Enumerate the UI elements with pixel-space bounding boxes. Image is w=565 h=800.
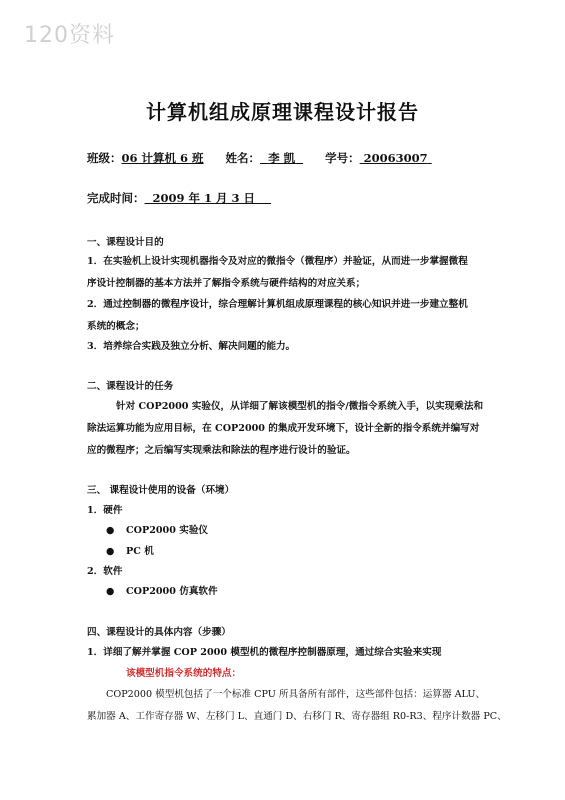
watermark: 120资料 <box>24 23 115 48</box>
list-item: ● COP2000 仿真软件 <box>106 586 218 597</box>
section1-line: 1．在实验机上设计实现机器指令及对应的微指令（微程序）并验证，从而进一步掌握微程 <box>87 256 468 267</box>
section2-line: 针对 COP2000 实验仪，从详细了解该模型机的指令/微指令系统入手，以实现乘法和 <box>116 401 484 412</box>
section1-line: 序设计控制器的基本方法并了解指令系统与硬件结构的对应关系； <box>87 278 366 289</box>
name-label: 姓名： <box>225 151 261 165</box>
section1-line: 系统的概念； <box>87 321 145 332</box>
section1-heading: 一、课程设计目的 <box>87 237 164 248</box>
section4-step1: 1．详细了解并掌握 COP 2000 模型机的微程序控制器原理，通过综合实验来实现 <box>87 647 442 658</box>
list-item: ● COP2000 实验仪 <box>106 525 209 536</box>
date-label: 完成时间： <box>87 191 145 205</box>
section1-line: 2．通过控制器的微程序设计，综合理解计算机组成原理课程的核心知识并进一步建立整机 <box>87 299 468 310</box>
id-value: 20063007 <box>363 151 428 165</box>
section4-line: 累加器 A、工作寄存器 W、左移门 L、直通门 D、右移门 R、寄存器组 R0-R3、程序计数器 PC、 <box>87 711 507 722</box>
class-label: 班级： <box>87 151 122 165</box>
bullet-icon: ● <box>106 525 115 536</box>
document-title: 计算机组成原理课程设计报告 <box>146 100 419 124</box>
section2-line: 应的微程序；之后编写实现乘法和除法的程序进行设计的验证。 <box>87 445 356 456</box>
date-value: 2009 年 1 月 3 日 <box>152 191 256 205</box>
completion-date <box>87 190 271 206</box>
hardware-label: 1．硬件 <box>87 505 123 516</box>
section4-heading: 四、课程设计的具体内容（步骤） <box>87 627 231 638</box>
bullet-icon: ● <box>106 586 115 597</box>
section4-subheading: 该模型机指令系统的特点： <box>126 668 242 679</box>
class-value: 06 计算机 6 班 <box>121 151 204 165</box>
section2-heading: 二、课程设计的任务 <box>87 381 174 392</box>
list-item: ● PC 机 <box>106 546 154 557</box>
section3-heading: 三、 课程设计使用的设备（环境） <box>87 485 235 496</box>
id-label: 学号： <box>325 151 360 165</box>
software-label: 2．软件 <box>87 566 123 577</box>
section1-line: 3．培养综合实践及独立分析、解决问题的能力。 <box>87 341 296 352</box>
student-info <box>87 150 432 166</box>
section4-line: COP2000 模型机包括了一个标准 CPU 所具备所有部件，这些部件包括：运算器 ALU、 <box>106 689 486 700</box>
section2-line: 除法运算功能为应用目标，在 COP2000 的集成开发环境下，设计全新的指令系统并编写对 <box>87 423 480 434</box>
bullet-icon: ● <box>106 546 115 557</box>
name-value: 李 凯 <box>268 151 296 165</box>
